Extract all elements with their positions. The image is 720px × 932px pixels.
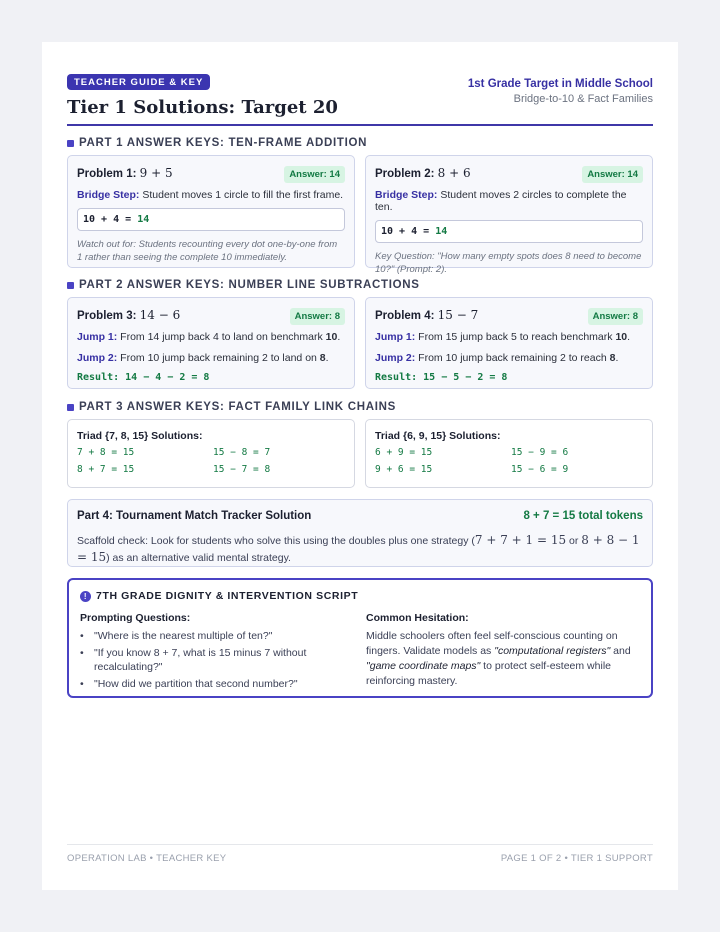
scaffold-text: ) as an alternative valid mental strategy. <box>106 552 291 565</box>
part1-heading-text: PART 1 ANSWER KEYS: TEN-FRAME ADDITION <box>79 137 368 149</box>
fact-equation: 8 + 7 = 15 <box>77 464 135 475</box>
bridge-step-label: Bridge Step: <box>375 189 438 201</box>
triad-2-card <box>365 419 653 488</box>
jump-punct: . <box>325 352 329 364</box>
fact-equation: 15 − 7 = 8 <box>213 464 271 475</box>
hesitation-text-part: to protect self-esteem while reinforcing mastery. <box>366 659 611 687</box>
page-title: Tier 1 Solutions: Target 20 <box>67 97 338 118</box>
prompt-item: • "Where is the nearest multiple of ten?" <box>80 629 350 644</box>
problem-3-label: Problem 3: <box>77 310 137 322</box>
triad-2-title: Triad {6, 9, 15} Solutions: <box>375 430 501 442</box>
header-subtitle-primary: 1st Grade Target in Middle School <box>467 78 653 90</box>
footer-right: PAGE 1 OF 2 • TIER 1 SUPPORT <box>500 853 653 864</box>
problem-3-jump-2 <box>77 352 345 364</box>
prompting-questions-column <box>80 612 350 694</box>
footer-left: OPERATION LAB • TEACHER KEY <box>67 853 227 864</box>
problem-2-card <box>365 155 653 275</box>
fact-equation: 15 − 9 = 6 <box>511 447 569 458</box>
hesitation-emphasis: "game coordinate maps" <box>366 659 481 672</box>
intervention-script-box <box>67 578 653 698</box>
jump-landing: 8 <box>609 352 616 364</box>
script-title <box>80 590 640 602</box>
problem-1-code-box <box>77 208 345 231</box>
problem-4-label: Problem 4: <box>375 310 435 322</box>
part1-heading <box>67 137 367 149</box>
part4-total: 8 + 7 = 15 total tokens <box>523 510 643 522</box>
jump-label: Jump 2: <box>77 352 118 364</box>
problem-3-jump-1 <box>77 331 345 343</box>
code-expression: 10 + 4 = <box>381 226 436 237</box>
page-footer <box>67 844 653 864</box>
page-header <box>67 72 653 126</box>
code-expression: 10 + 4 = <box>83 214 138 225</box>
problem-4-expr: 15 − 7 <box>437 308 479 322</box>
guide-badge: TEACHER GUIDE & KEY <box>67 74 210 90</box>
jump-label: Jump 2: <box>375 352 416 364</box>
prompt-item: • "How did we partition that second number?" <box>80 677 350 692</box>
hesitation-text-part: and <box>610 644 631 657</box>
jump-punct: . <box>627 331 631 343</box>
part4-scaffold-check <box>77 532 643 567</box>
jump-text: From 14 jump back 4 to land on benchmark <box>117 331 326 343</box>
problem-3-card <box>67 297 355 389</box>
problem-4-jump-2 <box>375 352 643 364</box>
common-hesitation-column <box>366 612 636 689</box>
part4-card <box>67 499 653 567</box>
hesitation-heading: Common Hesitation: <box>366 612 469 624</box>
worksheet-page <box>42 42 678 890</box>
problem-2-expr: 8 + 6 <box>437 166 471 180</box>
problem-1-answer-badge: Answer: 14 <box>284 166 345 183</box>
code-result: 14 <box>435 226 448 237</box>
scaffold-text: or <box>566 535 582 547</box>
triad-1-card <box>67 419 355 488</box>
fact-equation: 6 + 9 = 15 <box>375 447 433 458</box>
jump-benchmark: 10 <box>615 331 628 343</box>
jump-text: From 15 jump back 5 to reach benchmark <box>415 331 616 343</box>
problem-1-note: Watch out for: Students recounting every dot one-by-one from 1 rather than seeing the complete 10 immediately. <box>77 239 338 263</box>
problem-3-result: Result: 14 − 4 − 2 = 8 <box>77 372 210 383</box>
fact-equation: 15 − 8 = 7 <box>213 447 271 458</box>
section-square-icon <box>67 404 74 411</box>
scaffold-text: Scaffold check: Look for students who solve this using the doubles plus one strategy ( <box>77 535 475 547</box>
bridge-step-text: Student moves 2 circles to complete the ten. <box>375 189 627 213</box>
hesitation-text-part: Middle schoolers often feel self-conscious counting on fingers. Validate models as <box>366 630 618 657</box>
fact-equation: 7 + 8 = 15 <box>77 447 135 458</box>
header-subtitle-secondary: Bridge-to-10 & Fact Families <box>513 93 653 105</box>
jump-punct: . <box>615 352 619 364</box>
fact-equation: 9 + 6 = 15 <box>375 464 433 475</box>
triad-1-title: Triad {7, 8, 15} Solutions: <box>77 430 203 442</box>
doubles-plus-one-math: 7 + 7 + 1 = 15 <box>474 533 567 547</box>
problem-2-bridge-step <box>375 189 643 213</box>
problem-3-answer-badge: Answer: 8 <box>290 308 345 325</box>
jump-landing: 8 <box>319 352 326 364</box>
problem-2-code-box <box>375 220 643 243</box>
section-square-icon <box>67 140 74 147</box>
jump-text: From 10 jump back remaining 2 to reach <box>415 352 610 364</box>
hesitation-text <box>366 629 636 689</box>
prompting-heading: Prompting Questions: <box>80 612 191 624</box>
part3-heading-text: PART 3 ANSWER KEYS: FACT FAMILY LINK CHAINS <box>79 401 396 413</box>
jump-label: Jump 1: <box>77 331 118 343</box>
problem-1-card <box>67 155 355 268</box>
problem-1-bridge-step <box>77 189 345 201</box>
jump-label: Jump 1: <box>375 331 416 343</box>
part4-title: Part 4: Tournament Match Tracker Solution <box>77 510 312 522</box>
problem-2-note: Key Question: "How many empty spots does 8 need to become 10?" (Prompt: 2). <box>375 251 642 275</box>
problem-4-answer-badge: Answer: 8 <box>588 308 643 325</box>
prompt-item: • "If you know 8 + 7, what is 15 minus 7 without recalculating?" <box>80 646 350 675</box>
problem-1-expr: 9 + 5 <box>139 166 173 180</box>
part3-heading <box>67 401 396 413</box>
jump-benchmark: 10 <box>325 331 338 343</box>
header-subtitles <box>468 78 653 105</box>
doubles-minus-one-math: 8 + 8 − 1 = 15 <box>77 533 640 565</box>
bridge-step-text: Student moves 1 circle to fill the first frame. <box>139 189 344 201</box>
code-result: 14 <box>137 214 150 225</box>
jump-text: From 10 jump back remaining 2 to land on <box>117 352 320 364</box>
prompting-list <box>80 629 350 692</box>
bridge-step-label: Bridge Step: <box>77 189 140 201</box>
section-square-icon <box>67 282 74 289</box>
problem-4-card <box>365 297 653 389</box>
hesitation-emphasis: "computational registers" <box>494 644 611 657</box>
problem-4-result: Result: 15 − 5 − 2 = 8 <box>375 372 508 383</box>
fact-equation: 15 − 6 = 9 <box>511 464 569 475</box>
script-title-text: 7TH GRADE DIGNITY & INTERVENTION SCRIPT <box>96 590 359 602</box>
problem-4-jump-1 <box>375 331 643 343</box>
problem-1-label: Problem 1: <box>77 168 137 180</box>
problem-3-expr: 14 − 6 <box>139 308 181 322</box>
triad-1-equations <box>77 447 345 475</box>
problem-2-label: Problem 2: <box>375 168 435 180</box>
alert-icon: ! <box>80 591 91 602</box>
jump-punct: . <box>337 331 341 343</box>
triad-2-equations <box>375 447 643 475</box>
part2-heading <box>67 279 420 291</box>
part4-header <box>77 510 643 522</box>
part2-heading-text: PART 2 ANSWER KEYS: NUMBER LINE SUBTRACTIONS <box>79 279 420 291</box>
problem-2-answer-badge: Answer: 14 <box>582 166 643 183</box>
